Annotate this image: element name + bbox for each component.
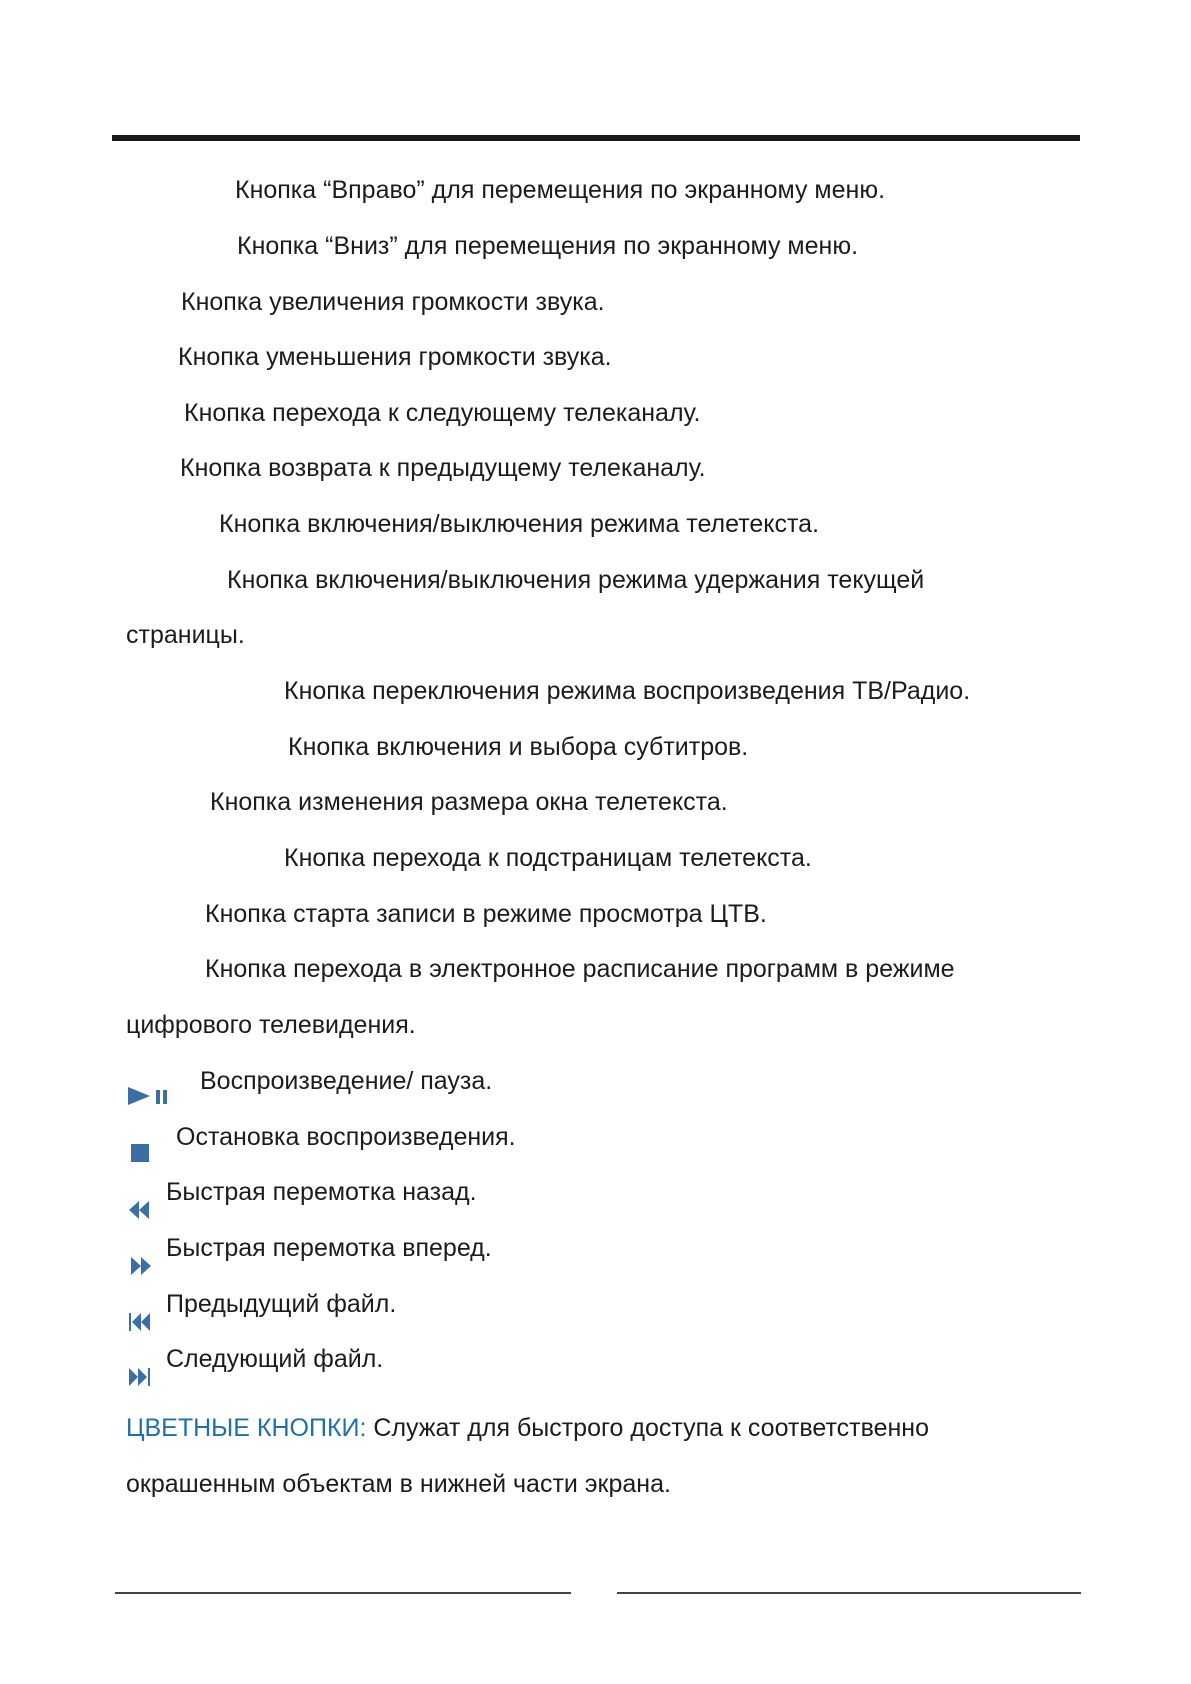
text-line: Кнопка включения и выбора субтитров.: [288, 733, 749, 761]
color-buttons-heading: ЦВЕТНЫЕ КНОПКИ:: [126, 1414, 367, 1442]
next-file-icon: [129, 1368, 151, 1386]
footer-rule-right: [617, 1592, 1081, 1594]
color-buttons-text: Служат для быстрого доступа к соответственно: [366, 1414, 929, 1442]
text-line: Кнопка перехода к подстраницам телетекста.: [284, 844, 812, 872]
fast-forward-icon: [131, 1257, 151, 1275]
rewind-icon: [129, 1201, 149, 1219]
text-line: Кнопка включения/выключения режима удержания текущей: [227, 566, 925, 594]
text-line: Кнопка “Вниз” для перемещения по экранному меню.: [237, 232, 859, 260]
text-line: страницы.: [126, 621, 245, 649]
text-line: Кнопка старта записи в режиме просмотра ЦТВ.: [205, 900, 767, 928]
text-line: Кнопка возврата к предыдущему телеканалу.: [180, 454, 706, 482]
media-item-label: Предыдущий файл.: [166, 1290, 397, 1318]
media-item-label: Быстрая перемотка назад.: [166, 1178, 477, 1206]
play-pause-icon: [128, 1086, 174, 1106]
text-line: Кнопка перехода в электронное расписание программ в режиме: [205, 955, 955, 983]
media-item-label: Остановка воспроизведения.: [176, 1123, 516, 1151]
media-item-label: Воспроизведение/ пауза.: [200, 1067, 493, 1095]
stop-icon: [131, 1144, 149, 1162]
text-line: Кнопка включения/выключения режима телетекста.: [219, 510, 820, 538]
footer-rule-left: [115, 1592, 571, 1594]
header-rule: [112, 135, 1080, 141]
text-line: Кнопка уменьшения громкости звука.: [178, 343, 612, 371]
color-buttons-paragraph-cont: окрашенным объектам в нижней части экрана.: [126, 1470, 671, 1498]
text-line: Кнопка изменения размера окна телетекста.: [210, 788, 728, 816]
previous-file-icon: [129, 1313, 151, 1331]
text-line: Кнопка переключения режима воспроизведения ТВ/Радио.: [284, 677, 971, 705]
media-item-label: Следующий файл.: [166, 1345, 384, 1373]
media-item-label: Быстрая перемотка вперед.: [166, 1234, 492, 1262]
text-line: Кнопка “Вправо” для перемещения по экранному меню.: [235, 176, 886, 204]
text-line: Кнопка перехода к следующему телеканалу.: [184, 399, 701, 427]
text-line: цифрового телевидения.: [126, 1011, 416, 1039]
text-line: Кнопка увеличения громкости звука.: [181, 288, 605, 316]
color-buttons-paragraph: [126, 1413, 929, 1443]
